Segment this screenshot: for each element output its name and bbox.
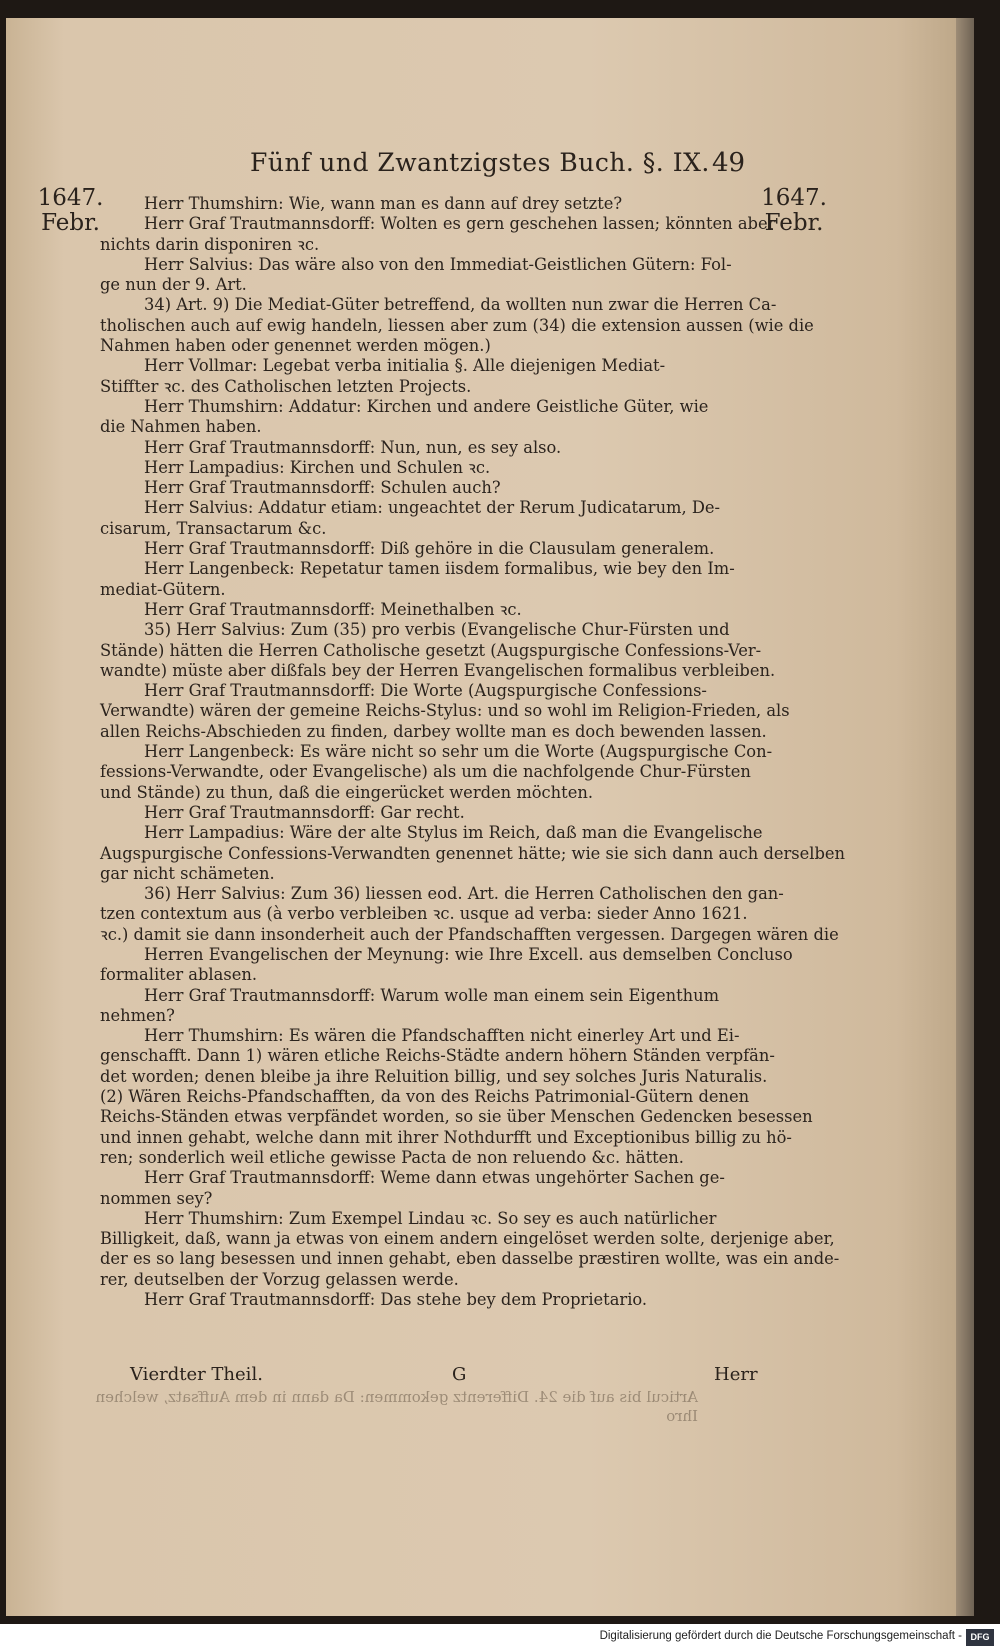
- text-line: cisarum, Transactarum &c.: [100, 518, 327, 538]
- dfg-logo: DFG: [966, 1629, 994, 1646]
- text-line: nehmen?: [100, 1005, 175, 1025]
- text-line: gar nicht schämeten.: [100, 863, 275, 883]
- text-line: ꝛc.) damit sie dann insonderheit auch der Pfandschafften vergessen. Dargegen wären die: [100, 924, 839, 944]
- text-line: nichts darin disponiren ꝛc.: [100, 234, 320, 254]
- text-line: Herr Thumshirn: Zum Exempel Lindau ꝛc. So sey es auch natürlicher: [144, 1208, 717, 1228]
- text-line: Herr Graf Trautmannsdorff: Das stehe bey dem Proprietario.: [144, 1290, 648, 1310]
- text-line: Herr Graf Trautmannsdorff: Gar recht.: [144, 802, 465, 822]
- text-line: Herr Lampadius: Wäre der alte Stylus im Reich, daß man die Evangelische: [144, 823, 763, 843]
- text-line: det worden; denen bleibe ja ihre Reluition billig, und sey solches Juris Naturalis.: [100, 1066, 768, 1086]
- text-line: (2) Wären Reichs-Pfandschafften, da von des Reichs Patrimonial-Gütern denen: [100, 1087, 750, 1107]
- text-line: fessions-Verwandte, oder Evangelische) als um die nachfolgende Chur-Fürsten: [100, 762, 751, 782]
- text-line: tzen contextum aus (à verbo verbleiben ꝛc. usque ad verba: sieder Anno 1621.: [100, 904, 748, 924]
- text-line: und innen gehabt, welche dann mit ihrer Nothdurfft und Exceptionibus billig zu hö-: [100, 1127, 792, 1147]
- text-line: Herr Graf Trautmannsdorff: Diß gehöre in die Clausulam generalem.: [144, 539, 715, 559]
- text-line: Herren Evangelischen der Meynung: wie Ihre Excell. aus demselben Concluso: [144, 944, 793, 964]
- text-line: Stiffter ꝛc. des Catholischen letzten Projects.: [100, 376, 472, 396]
- text-line: Herr Salvius: Addatur etiam: ungeachtet der Rerum Judicatarum, De-: [144, 498, 721, 518]
- text-line: Herr Graf Trautmannsdorff: Weme dann etwas ungehörter Sachen ge-: [144, 1168, 725, 1188]
- text-line: 34) Art. 9) Die Mediat-Güter betreffend, da wollten nun zwar die Herren Ca-: [144, 295, 777, 315]
- catchword: Herr: [714, 1364, 758, 1385]
- text-line: Herr Graf Trautmannsdorff: Meinethalben ꝛc.: [144, 599, 522, 619]
- text-line: Stände) hätten die Herren Catholische gesetzt (Augspurgische Confessions-Ver-: [100, 640, 762, 660]
- text-line: Herr Graf Trautmannsdorff: Wolten es gern geschehen lassen; könnten aber: [144, 214, 776, 234]
- text-line: mediat-Gütern.: [100, 579, 226, 599]
- text-line: Augspurgische Confessions-Verwandten genennet hätte; wie sie sich dann auch derselben: [100, 843, 846, 863]
- text-line: der es so lang besessen und innen gehabt, eben dasselbe præstiren wollte, was ein ande-: [100, 1249, 840, 1269]
- text-line: ge nun der 9. Art.: [100, 275, 247, 295]
- right-margin-year: 1647.: [761, 185, 827, 211]
- text-line: Herr Vollmar: Legebat verba initialia §. Alle diejenigen Mediat-: [144, 356, 666, 376]
- text-line: Herr Lampadius: Kirchen und Schulen ꝛc.: [144, 457, 491, 477]
- text-line: Herr Langenbeck: Repetatur tamen iisdem formalibus, wie bey den Im-: [144, 559, 735, 579]
- text-line: die Nahmen haben.: [100, 417, 262, 437]
- running-title: Fünf und Zwantzigstes Buch. §. IX.: [250, 148, 710, 177]
- text-line: Herr Thumshirn: Wie, wann man es dann auf drey setzte?: [144, 194, 623, 213]
- text-line: Herr Thumshirn: Es wären die Pfandschafften nicht einerley Art und Ei-: [144, 1026, 740, 1046]
- text-line: nommen sey?: [100, 1188, 213, 1208]
- bleed-line: Articul bis auf die 24. Differentz gekommen: Da dann in dem Auffsatz, welchen: [95, 1388, 698, 1406]
- credit-bar: [0, 1624, 1000, 1652]
- text-line: allen Reichs-Abschieden zu finden, darbey wollte man es doch bewenden lassen.: [100, 721, 767, 741]
- sheet-mark: G: [452, 1364, 467, 1385]
- text-line: Herr Graf Trautmannsdorff: Schulen auch?: [144, 478, 501, 498]
- text-line: Herr Graf Trautmannsdorff: Nun, nun, es sey also.: [144, 437, 562, 457]
- page-gutter: [956, 18, 974, 1616]
- left-margin-year: 1647.: [37, 185, 104, 211]
- text-line: 36) Herr Salvius: Zum 36) liessen eod. Art. die Herren Catholischen den gan-: [144, 884, 784, 904]
- text-line: und Stände) zu thun, daß die eingerücket werden möchten.: [100, 782, 594, 802]
- text-line: tholischen auch auf ewig handeln, liessen aber zum (34) die extension aussen (wie die: [100, 315, 814, 335]
- text-line: Herr Graf Trautmannsdorff: Die Worte (Augspurgische Confessions-: [144, 681, 707, 701]
- text-line: Verwandte) wären der gemeine Reichs-Stylus: und so wohl im Religion-Frieden, als: [100, 701, 790, 721]
- text-line: rer, deutselben der Vorzug gelassen werde.: [100, 1269, 459, 1289]
- text-line: Herr Thumshirn: Addatur: Kirchen und andere Geistliche Güter, wie: [144, 396, 709, 416]
- left-margin-month: Febr.: [41, 210, 100, 236]
- text-line: wandte) müste aber dißfals bey der Herren Evangelischen formalibus verbleiben.: [100, 660, 776, 680]
- text-line: formaliter ablasen.: [100, 965, 258, 985]
- right-margin-month: Febr.: [764, 210, 824, 236]
- text-line: Billigkeit, daß, wann ja etwas von einem andern eingelöset werden solte, derjenige aber,: [100, 1229, 835, 1249]
- page-number: 49: [712, 148, 746, 178]
- credit-text: Digitalisierung gefördert durch die Deutsche Forschungsgemeinschaft -: [599, 1630, 962, 1642]
- text-line: ren; sonderlich weil etliche gewisse Pacta de non reluendo &c. hätten.: [100, 1147, 684, 1167]
- text-line: Herr Salvius: Das wäre also von den Immediat-Geistlichen Gütern: Fol-: [144, 254, 732, 274]
- text-line: 35) Herr Salvius: Zum (35) pro verbis (Evangelische Chur-Fürsten und: [144, 620, 730, 640]
- text-line: Herr Graf Trautmannsdorff: Warum wolle man einem sein Eigenthum: [144, 985, 720, 1005]
- signature-line: Vierdter Theil.: [130, 1364, 263, 1385]
- text-line: Reichs-Ständen etwas verpfändet worden, so sie über Menschen Gedencken besessen: [100, 1107, 813, 1127]
- text-line: Herr Langenbeck: Es wäre nicht so sehr um die Worte (Augspurgische Con-: [144, 742, 773, 762]
- text-line: Nahmen haben oder genennet werden mögen.): [100, 336, 491, 356]
- bleed-line: Ihro: [666, 1407, 698, 1425]
- bleed-through-text: [58, 1388, 698, 1426]
- text-line: genschafft. Dann 1) wären etliche Reichs-Städte andern höhern Ständen verpfän-: [100, 1046, 775, 1066]
